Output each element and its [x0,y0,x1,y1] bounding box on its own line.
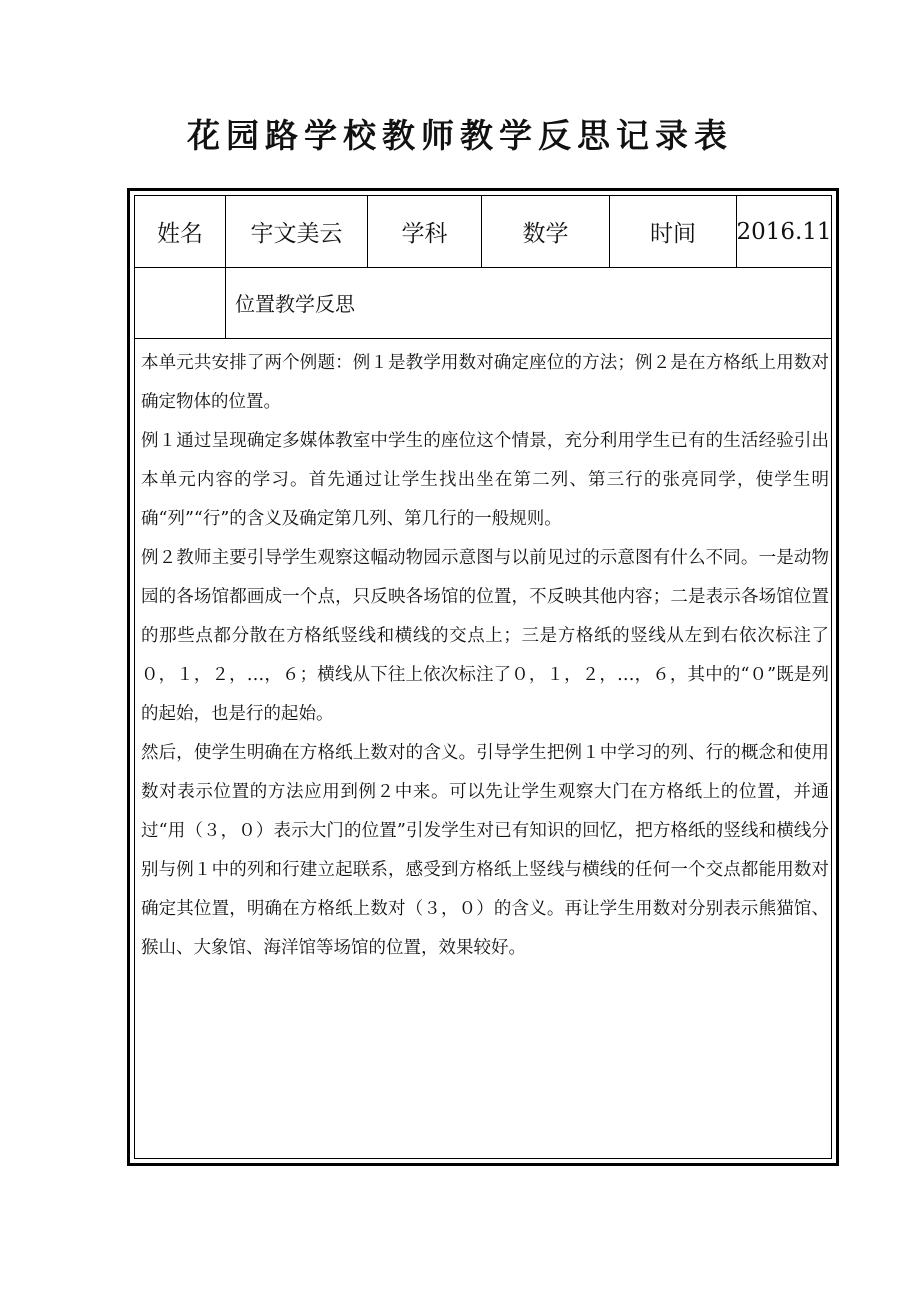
page-title: 花园路学校教师教学反思记录表 [187,116,733,155]
reflection-content [135,338,831,968]
name-label: 姓名 [135,196,226,267]
time-label: 时间 [610,196,737,267]
topic-title: 位置教学反思 [235,292,355,316]
topic-label-cell [135,267,226,338]
subject-value: 数学 [482,196,610,267]
name-value: 宇文美云 [226,196,368,267]
paragraph: 例２教师主要引导学生观察这幅动物园示意图与以前见过的示意图有什么不同。一是动物园的各场馆都画成一个点，只反映各场馆的位置，不反映其他内容；二是表示各场馆位置的那些点都分散在方格纸竖线和横线的交点上；三是方格纸的竖线从左到右依次标注了０，１，２，…，６；横线从下往上依次标注了０，１，２，…，６，其中的“０”既是列的起始，也是行的起始。 [141,548,829,724]
record-table [127,188,839,1166]
paragraph: 然后，使学生明确在方格纸上数对的含义。引导学生把例１中学习的列、行的概念和使用数对表示位置的方法应用到例２中来。可以先让学生观察大门在方格纸上的位置，并通过“用（３，０）表示大门的位置”引发学生对已有知识的回忆，把方格纸的竖线和横线分别与例１中的列和行建立起联系，感受到方格纸上竖线与横线的任何一个交点都能用数对确定其位置，明确在方格纸上数对（３，０）的含义。再让学生用数对分别表示熊猫馆、猴山、大象馆、海洋馆等场馆的位置，效果较好。 [141,743,829,958]
paragraph: 本单元共安排了两个例题：例１是教学用数对确定座位的方法；例２是在方格纸上用数对确定物体的位置。 [141,353,829,412]
time-value: 2016.11 [736,218,832,245]
paragraph: 例１通过呈现确定多媒体教室中学生的座位这个情景，充分利用学生已有的生活经验引出本单元内容的学习。首先通过让学生找出坐在第二列、第三行的张亮同学，使学生明确“列”“行”的含义及确定第几列、第几行的一般规则。 [141,431,829,529]
subject-label: 学科 [368,196,482,267]
record-table-inner [134,195,832,1159]
header-row [135,196,831,268]
topic-row [135,267,831,339]
